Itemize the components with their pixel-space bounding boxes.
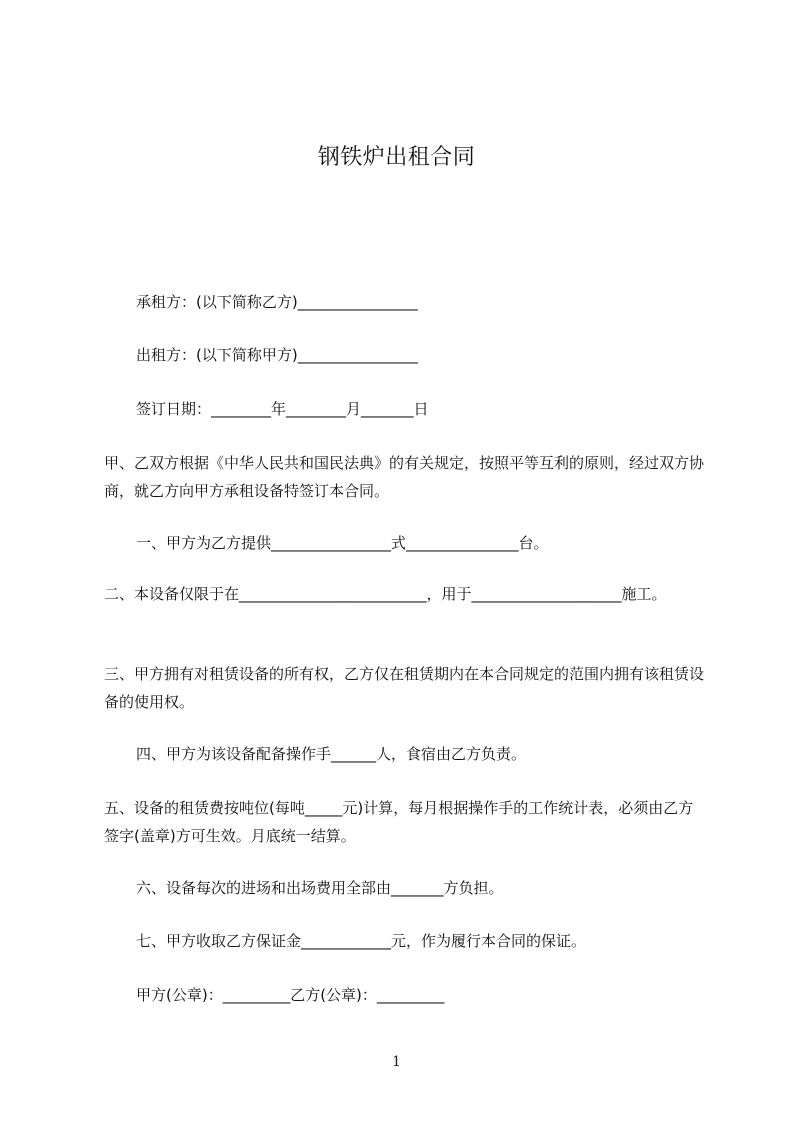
document-title: 钢铁炉出租合同 [317, 145, 476, 170]
clause-5: 五、设备的租赁费按吨位(每吨_____元)计算，每月根据操作手的工作统计表，必须由乙方签字(盖章)方可生效。月底统一结算。 [104, 799, 694, 845]
clause-3: 三、甲方拥有对租赁设备的所有权，乙方仅在租赁期内在本合同规定的范围内拥有该租赁设备的使用权。 [104, 665, 705, 711]
preamble-paragraph: 甲、乙双方根据《中华人民共和国民法典》的有关规定，按照平等互利的原则，经过双方协商，就乙方向甲方承租设备特签订本合同。 [104, 454, 705, 500]
lessor-line: 出租方：(以下简称甲方)________________ [136, 346, 418, 364]
clause-2: 二、本设备仅限于在_________________________，用于____________________施工。 [104, 585, 667, 603]
page-number: 1 [392, 1054, 401, 1070]
clause-7: 七、甲方收取乙方保证金____________元，作为履行本合同的保证。 [136, 932, 587, 950]
signature-line: 甲方(公章)：_________乙方(公章)：_________ [136, 986, 445, 1004]
clause-4: 四、甲方为该设备配备操作手______人，食宿由乙方负责。 [136, 745, 527, 763]
lessee-line: 承租方：(以下简称乙方)________________ [136, 293, 418, 311]
clause-1: 一、甲方为乙方提供________________式_______________台。 [136, 534, 549, 552]
clause-6: 六、设备每次的进场和出场费用全部由_______方负担。 [136, 879, 504, 897]
signing-date-line: 签订日期：________年________月_______日 [136, 400, 429, 418]
